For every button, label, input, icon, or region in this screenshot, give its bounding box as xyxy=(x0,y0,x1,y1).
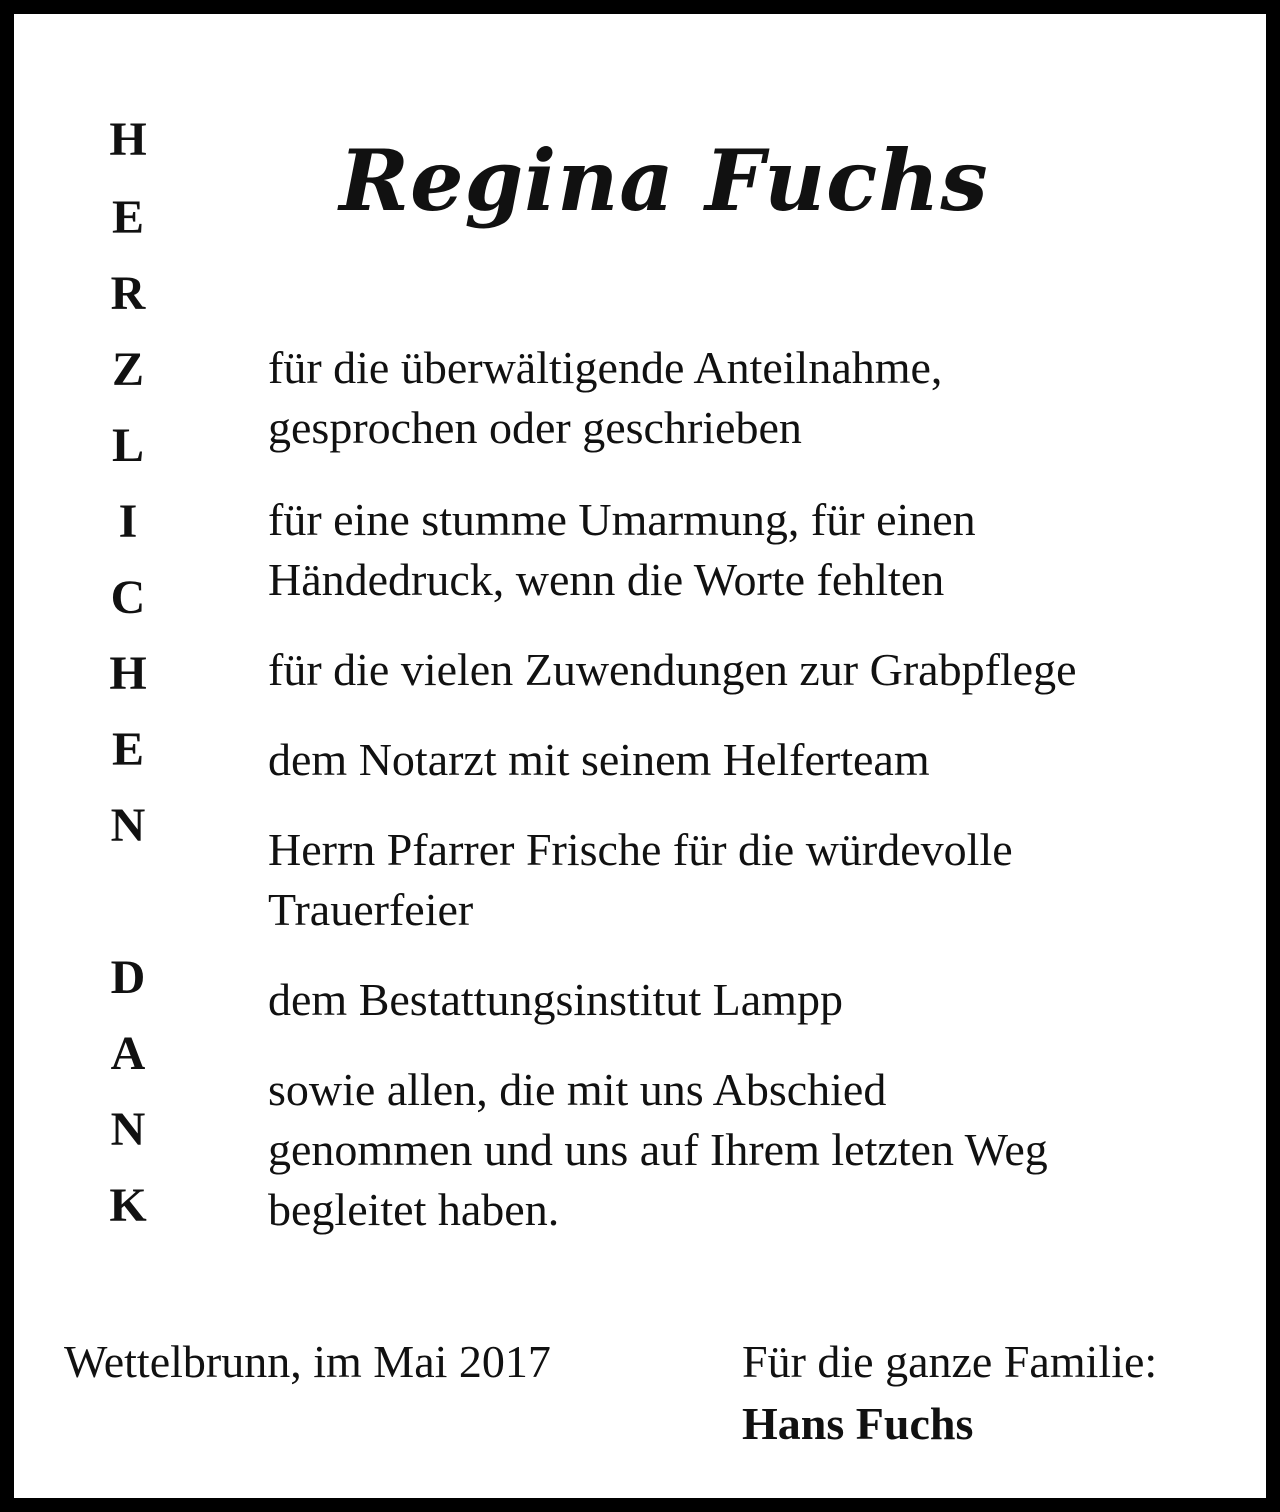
acrostic-letter: E xyxy=(111,723,144,776)
acrostic-letter: A xyxy=(110,1027,146,1080)
family-label: Für die ganze Familie: xyxy=(742,1336,1158,1387)
thanks-line: Herrn Pfarrer Frische für die würdevolle xyxy=(268,824,1013,875)
acrostic-letter: R xyxy=(110,267,146,320)
thanks-line: Trauerfeier xyxy=(268,884,474,935)
thanks-line: sowie allen, die mit uns Abschied xyxy=(268,1064,887,1115)
thanks-item xyxy=(268,820,1258,940)
thanks-item xyxy=(268,970,1258,1030)
thanks-line: dem Notarzt mit seinem Helferteam xyxy=(268,734,930,785)
acrostic-letter: N xyxy=(110,799,146,852)
thanks-item xyxy=(268,490,1258,610)
acrostic-letter: N xyxy=(110,1103,146,1156)
acrostic-letter: E xyxy=(111,191,144,244)
thanks-item xyxy=(268,338,1258,458)
thanks-item xyxy=(268,640,1258,700)
place-date: Wettelbrunn, im Mai 2017 xyxy=(64,1336,551,1387)
acrostic-letter: L xyxy=(111,419,144,472)
thanks-line: für eine stumme Umarmung, für einen xyxy=(268,494,976,545)
acrostic-letter: K xyxy=(109,1179,147,1232)
thanks-line: dem Bestattungsinstitut Lampp xyxy=(268,974,843,1025)
acrostic-letter: H xyxy=(109,647,147,700)
deceased-name: Regina Fuchs xyxy=(339,131,989,230)
signer-name: Hans Fuchs xyxy=(742,1398,974,1449)
thanks-line: für die vielen Zuwendungen zur Grabpflege xyxy=(268,644,1077,695)
thanks-line: Händedruck, wenn die Worte fehlten xyxy=(268,554,945,605)
acrostic-letter: D xyxy=(110,951,146,1004)
acrostic-letter: Z xyxy=(111,343,144,396)
acrostic-letter: H xyxy=(109,113,147,166)
acrostic-letter: I xyxy=(118,495,138,548)
acrostic-letter: C xyxy=(110,571,146,624)
thanks-line: für die überwältigende Anteilnahme, xyxy=(268,342,943,393)
thanks-item xyxy=(268,730,1258,790)
thanks-item xyxy=(268,1060,1258,1240)
thanks-line: genommen und uns auf Ihrem letzten Weg xyxy=(268,1124,1048,1175)
thanks-line: begleitet haben. xyxy=(268,1184,560,1235)
thanks-line: gesprochen oder geschrieben xyxy=(268,402,802,453)
